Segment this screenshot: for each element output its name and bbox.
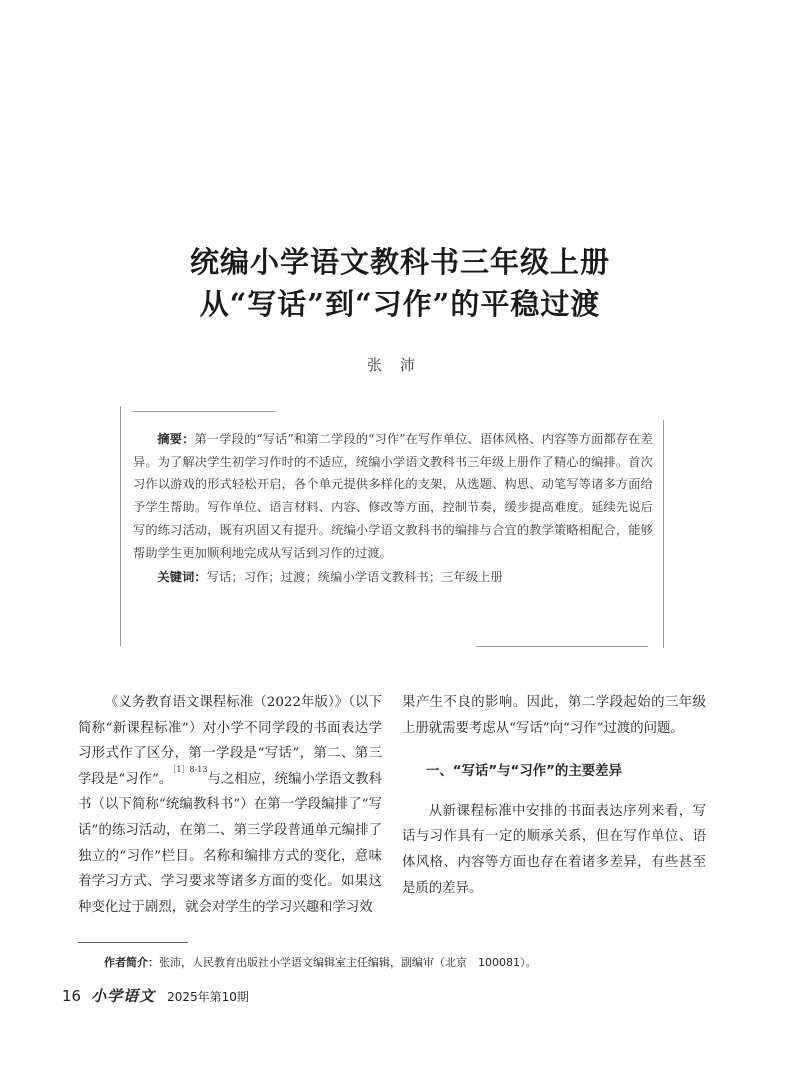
journal-name: 小学语文	[91, 987, 156, 1005]
section-heading-1: 一、“写话”与“习作”的主要差异	[426, 764, 622, 780]
abstract-left-bar	[120, 406, 121, 646]
author-name: 张沛	[366, 356, 433, 374]
keywords-text: 写话；习作；过渡；统编小学语文教科书；三年级上册	[206, 570, 503, 585]
footnote-rule	[78, 942, 188, 943]
footnote-text: 张沛，人民教育出版社小学语文编辑室主任编辑，副编审（北京 100081）。	[159, 956, 537, 969]
article-title-line-1: 统编小学语文教科书三年级上册	[189, 245, 610, 279]
body-paragraph-1-part-a: 《义务教育语文课程标准（2022年版）》（以下简称“新课程标准”）对小学不同学段的书面表达学习形式作了区分，第一学段是“写话”，第二、第三学段是“习作”。	[78, 695, 382, 787]
abstract-right-bar	[663, 420, 664, 648]
keywords-paragraph	[133, 566, 653, 589]
body-paragraph-2: 从新课程标准中安排的书面表达序列来看，写话与习作具有一定的顺承关系，但在写作单位、语体风格、内容等方面也存在着诸多差异，有些甚至是质的差异。	[402, 803, 706, 896]
body-paragraph-1-part-b: 与之相应，统编小学语文教科书（以下简称“统编教科书”）在第一学段编排了“写话”的练习活动，在第二、第三学段普通单元编排了独立的“习作”栏目。名称和编排方式的变化，意味着学习方式、学习要求等诸多方面的变化。如果这种变化过于剧烈，就会对学生的学习兴趣和学习效	[78, 771, 383, 915]
abstract-bottom-rule	[476, 646, 648, 647]
body-paragraph-1-continued: 果产生不良的影响。因此，第二学段起始的三年级上册就需要考虑从“写话”向“习作”过渡的问题。	[402, 695, 706, 736]
citation-superscript: ［1］8-13	[172, 765, 208, 775]
page-number: 16	[62, 987, 82, 1005]
abstract-top-rule	[132, 411, 276, 412]
footnote-label: 作者简介：	[104, 956, 159, 969]
article-title-line-2: 从“写话”到“习作”的平稳过渡	[199, 287, 601, 321]
body-column-right	[402, 690, 706, 901]
issue-label: 2025年第10期	[167, 990, 249, 1004]
abstract-paragraph	[133, 428, 653, 564]
page-footer	[62, 985, 249, 1006]
keywords-label: 关键词：	[157, 570, 207, 585]
abstract-text: 第一学段的“写话”和第二学段的“习作”在写作单位、语体风格、内容等方面都存在差异。为了解决学生初学习作时的不适应，统编小学语文教科书三年级上册作了精心的编排。首次习作以游戏的形式轻松开启，各个单元提供多样化的支架，从选题、构思、动笔写等诸多方面给予学生帮助。写作单位、语言材料、内容、修改等方面，控制节奏，缓步提高难度。延续先说后写的练习活动，既有巩固又有提升。统编小学语文教科书的编排与合宜的教学策略相配合，能够帮助学生更加顺利地完成从写话到习作的过渡。	[133, 432, 653, 560]
abstract-label: 摘要：	[157, 432, 195, 446]
author-footnote	[104, 954, 537, 970]
body-paragraph-1	[78, 690, 382, 920]
body-column-left	[78, 690, 382, 920]
abstract-box	[133, 428, 653, 589]
